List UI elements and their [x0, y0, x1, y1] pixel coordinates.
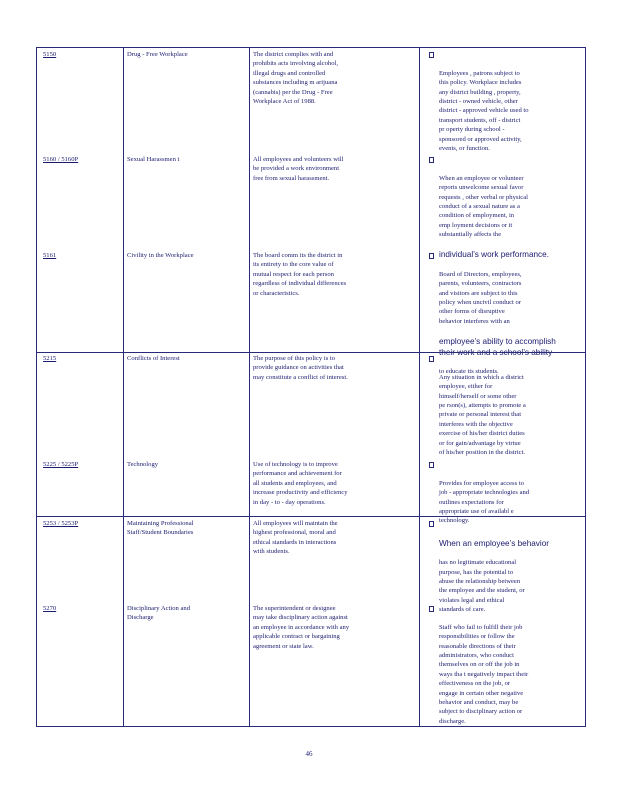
checkbox-icon [429, 356, 434, 362]
policy-code: 5160 / 5160P [43, 156, 79, 163]
policy-applicability [429, 50, 581, 163]
column-divider [419, 48, 420, 726]
checkbox-icon [429, 462, 434, 468]
policy-applicability [429, 604, 581, 736]
policy-table [36, 47, 586, 727]
column-divider [123, 48, 124, 726]
checkbox-icon [429, 52, 434, 58]
policy-description: The purpose of this policy is to provide guidance on activities that may constitute a conflict of interest. [253, 355, 348, 381]
applicability-text: Any situation in which a district employee, either for himself/herself or some other pe rson(s), attempts to promote a private or personal interest that interferes with the objective exercise of his/her district duties or for gain/advantage by virtue of his/her position in the district. [439, 373, 526, 457]
policy-description: All employees and volunteers will be provided a work environment free from sexual harassment. [253, 156, 344, 182]
policy-title: Sexual Harassmen t [127, 156, 180, 163]
row-separator [37, 516, 585, 517]
checkbox-icon [429, 606, 434, 612]
applicability-text: Board of Directors, employees, parents, volunteers, contractors and visitors are subject to this policy when uncivil conduct or other forms of disruptive behavior interferes with an [439, 270, 522, 325]
policy-title: Maintaining Professional Staff/Student Boundaries [127, 520, 194, 537]
applicability-emphasis: When an employee’s behavior [439, 538, 549, 548]
applicability-emphasis: individual’s work performance. [439, 250, 549, 260]
policy-description: The board comm its the district in its entirety to the core value of mutual respect for each person regardless of individual differences or characteristics. [253, 252, 347, 297]
applicability-text: When an employee or volunteer reports unwelcome sexual favor requests , other verbal or physical conduct of a sexual nature as a condition of employment, in emp loyment decisions or it substantially affects the [439, 174, 528, 239]
policy-code: 5150 [43, 51, 57, 58]
policy-title: Drug - Free Workplace [127, 51, 188, 58]
column-divider [249, 48, 250, 726]
policy-code: 5225 / 5225P [43, 461, 79, 468]
applicability-text: Employees , patrons subject to this policy. Workplace includes any district building , property, district - owned vehicle, other district - approved vehicle used to transport students, off - district pr operty during school - sponsored or approved activity, events, or function. [439, 69, 529, 153]
page-number: 46 [305, 750, 313, 758]
checkbox-icon [429, 157, 434, 163]
policy-code: 5270 [43, 605, 57, 612]
applicability-text-after: to educate its students. [439, 368, 499, 376]
applicability-text: Staff who fail to fulfill their job responsibilities or follow the reasonable directions of their administrators, who conduct themselves on or off the job in ways tha t negatively impact their effectiveness on the job, or engage in certain other negative behavior and conduct, may be subject to disciplinary action or discharge. [439, 623, 529, 725]
applicability-text-after: has no legitimate educational purpose, has the potential to abuse the relationship between the employee and the student, or violates legal and ethical standards of care. [439, 559, 525, 614]
applicability-text: Provides for employee access to job - appropriate technologies and outlines expectations for appropriate use of availabl e technology. [439, 479, 530, 525]
policy-applicability [429, 354, 581, 467]
policy-description: All employees will maintain the highest professional, moral and ethical standards in interactions with students. [253, 520, 338, 556]
checkbox-icon [429, 253, 434, 259]
policy-code: 5253 / 5253P [43, 520, 79, 527]
policy-code: 5161 [43, 252, 57, 259]
policy-title: Disciplinary Action and Discharge [127, 605, 190, 622]
policy-title: Conflicts of Interest [127, 355, 180, 362]
policy-title: Technology [127, 461, 159, 468]
policy-description: The district complies with and prohibits acts involving alcohol, illegal drugs and controlled substances including m arijuana (cannabis) per the Drug - Free Workplace Act of 1988. [253, 51, 338, 106]
checkbox-icon [429, 521, 434, 527]
policy-code: 5215 [43, 355, 57, 362]
policy-description: Use of technology is to improve performance and achievement for all students and employees, and increase productivity and efficiency in day - to - day operations. [253, 461, 348, 506]
applicability-emphasis: employee’s ability to accomplish their work and a school’s ability [439, 336, 556, 357]
policy-title: Civility in the Workplace [127, 252, 194, 259]
row-separator [37, 352, 585, 353]
policy-description: The superintendent or designee may take disciplinary action against an employee in accordance with any applicable contract or bargaining agreement or state law. [253, 605, 350, 650]
